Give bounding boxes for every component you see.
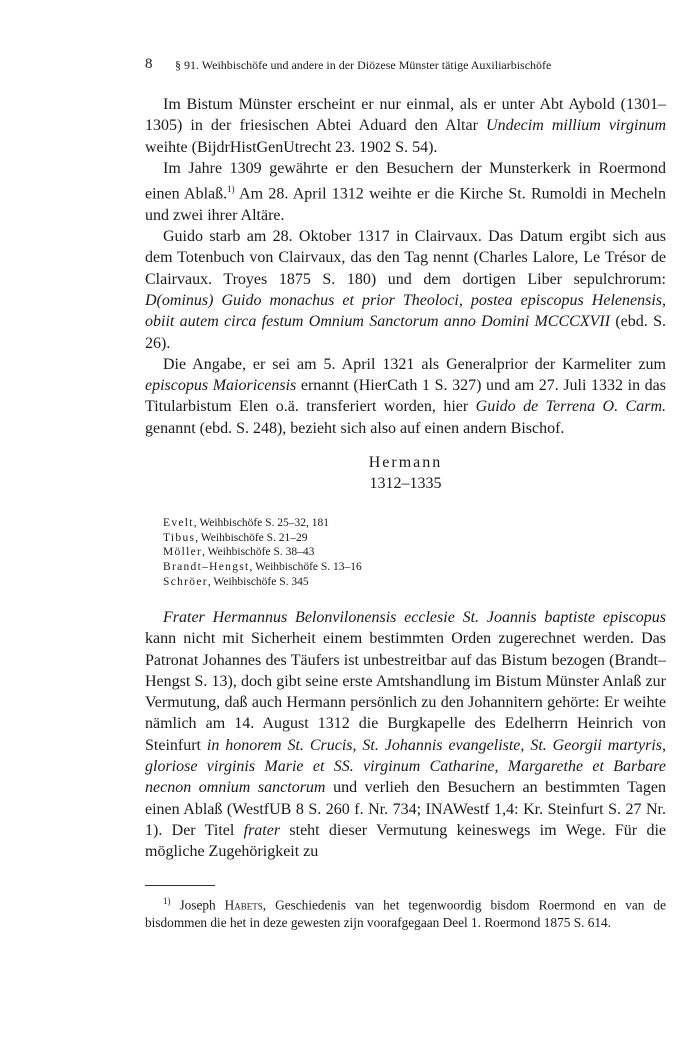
main-text-top: [145, 94, 666, 439]
section-heading: [145, 452, 666, 494]
footnote: $^{1)}$ Joseph Habets, Geschiedenis van het tegenwoordig bisdom Roermond en van de bisdommen die het in deze gewesten zijn voorafgegaan Deel 1. Roermond 1875 S. 614.: [145, 896, 666, 930]
paragraph: Frater Hermannus Belonvilonensis ecclesie St. Joannis baptiste episcopus kann nicht mit Sicherheit einem bestimmten Orden zugerechnet werden. Das Patronat Johannes des Täufers ist unbestreitbar auf das Bistum bezogen (Brandt–Hengst S. 13), doch gibt seine erste Amtshandlung im Bistum Münster Anlaß zur Vermutung, daß auch Hermann persönlich zu den Johannitern gehörte: Er weihte nämlich am 14. August 1312 die Burgkapelle des Edelherrn Heinrich von Steinfurt in honorem St. Crucis, St. Johannis evangeliste, St. Georgii martyris, gloriose virginis Marie et SS. virginum Catharine, Margarethe et Barbare necnon omnium sanctorum und verlieh den Besuchern an bestimmten Tagen einen Ablaß (WestfUB 8 S. 260 f. Nr. 734; INAWestf 1,4: Kr. Steinfurt S. 27 Nr. 1). Der Titel frater steht dieser Vermutung keineswegs im Wege. Für die mögliche Zugehörigkeit zu: [145, 609, 667, 861]
running-title: § 91. Weihbischöfe und andere in der Diözese Münster tätige Auxiliarbischöfe: [175, 58, 552, 72]
page-number: 8: [145, 56, 153, 72]
main-text-bottom: [145, 607, 666, 863]
footnote-divider: [145, 885, 215, 886]
paragraph: Im Bistum Münster erscheint er nur einmal, als er unter Abt Aybold (1301–1305) in der friesischen Abtei Aduard den Altar Undecim millium virginum weihte (BijdrHistGenUtrecht 23. 1902 S. 54).: [145, 96, 667, 156]
reference-item: Möller, Weihbischöfe S. 38–43: [163, 546, 315, 559]
paragraph: Im Jahre 1309 gewährte er den Besuchern der Munsterkerk in Roermond einen Ablaß.$^{1)}$ Am 28. April 1312 weihte er die Kirche St. Rumoldi in Mecheln und zwei ihrer Altäre.: [145, 159, 666, 224]
reference-item: Brandt–Hengst, Weihbischöfe S. 13–16: [163, 561, 362, 574]
section-name: Hermann: [368, 454, 443, 471]
bibliography-list: [163, 516, 362, 590]
paragraph: Guido starb am 28. Oktober 1317 in Clairvaux. Das Datum ergibt sich aus dem Totenbuch von Clairvaux, das den Tag nennt (Charles Lalore, Le Trésor de Clairvaux. Troyes 1875 S. 180) und dem dortigen Liber sepulchrorum: D(ominus) Guido monachus et prior Theoloci, postea episcopus Helenensis, obiit autem circa festum Omnium Sanctorum anno Domini MCCCXVII (ebd. S. 26).: [145, 228, 666, 352]
reference-item: Tibus, Weihbischöfe S. 21–29: [163, 531, 308, 544]
footnote-ref[interactable]: 1): [227, 184, 235, 195]
paragraph: Die Angabe, er sei am 5. April 1321 als Generalprior der Karmeliter zum episcopus Maioricensis ernannt (HierCath 1 S. 327) und am 27. Juli 1332 in das Titularbistum Elen o.ä. transferiert worden, hier Guido de Terrena O. Carm. genannt (ebd. S. 248), bezieht sich also auf einen andern Bischof.: [145, 355, 666, 437]
reference-item: Schröer, Weihbischöfe S. 345: [163, 575, 309, 588]
section-years: 1312–1335: [369, 475, 442, 492]
reference-item: Evelt, Weihbischöfe S. 25–32, 181: [163, 517, 330, 529]
page-header: [145, 56, 660, 78]
